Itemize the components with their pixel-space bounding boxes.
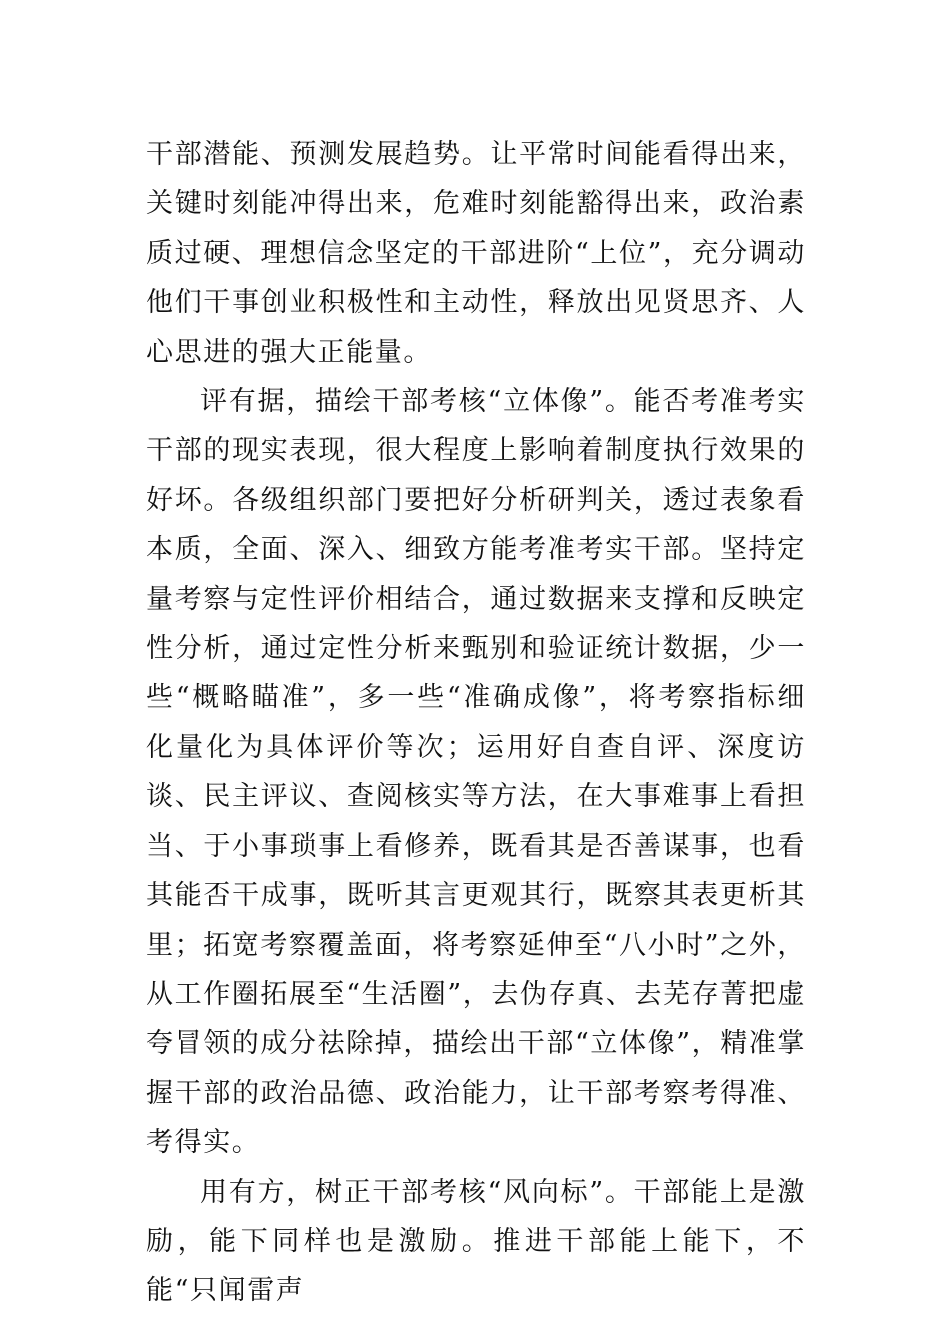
paragraph-usage: 用有方，树正干部考核“风向标”。干部能上是激励，能下同样也是激励。推进干部能上能下，不能“只闻雷声	[146, 1176, 806, 1307]
paragraph-continuation: 干部潜能、预测发展趋势。让平常时间能看得出来，关键时刻能冲得出来，危难时刻能豁得出来，政治素质过硬、理想信念坚定的干部进阶“上位”，充分调动他们干事创业积极性和主动性，释放出见贤思齐、人心思进的强大正能量。	[146, 139, 807, 368]
document-body	[146, 130, 806, 1316]
paragraph-evaluation: 评有据，描绘干部考核“立体像”。能否考准考实干部的现实表现，很大程度上影响着制度执行效果的好坏。各级组织部门要把好分析研判关，透过表象看本质，全面、深入、细致方能考准考实干部。坚持定量考察与定性评价相结合，通过数据来支撑和反映定性分析，通过定性分析来甄别和验证统计数据，少一些“概略瞄准”，多一些“准确成像”，将考察指标细化量化为具体评价等次；运用好自查自评、深度访谈、民主评议、查阅核实等方法，在大事难事上看担当、于小事琐事上看修养，既看其是否善谋事，也看其能否干成事，既听其言更观其行，既察其表更析其里；拓宽考察覆盖面，将考察延伸至“八小时”之外，从工作圈拓展至“生活圈”，去伪存真、去芜存菁把虚夸冒领的成分祛除掉，描绘出干部“立体像”，精准掌握干部的政治品德、政治能力，让干部考察考得准、考得实。	[146, 386, 807, 1159]
